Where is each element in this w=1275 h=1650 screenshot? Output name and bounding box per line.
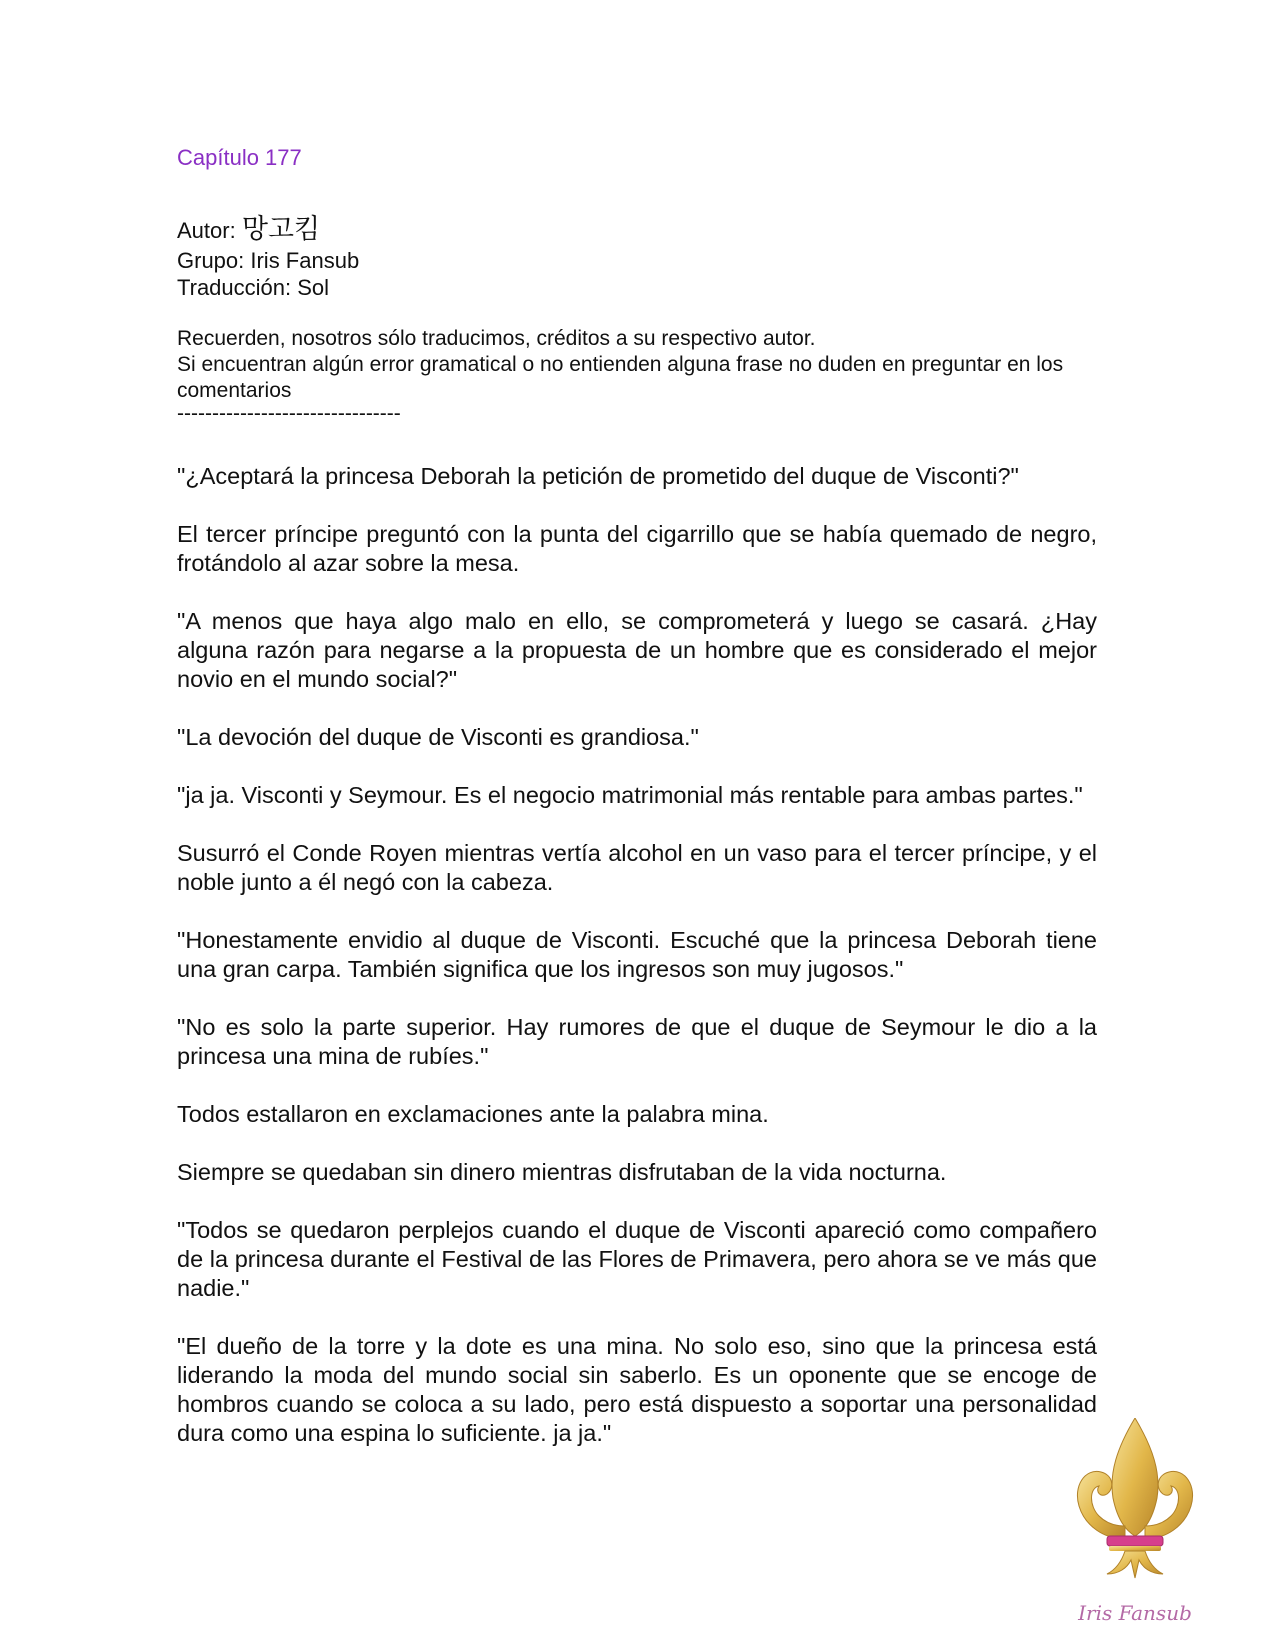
translator-notice [177, 326, 1077, 404]
paragraph: "No es solo la parte superior. Hay rumores de que el duque de Seymour le dio a la princesa una mina de rubíes." [177, 1014, 1097, 1069]
paragraph: "¿Aceptará la princesa Deborah la petición de prometido del duque de Visconti?" [177, 463, 1019, 489]
author-label: Autor: [177, 218, 242, 243]
paragraph: Susurró el Conde Royen mientras vertía alcohol en un vaso para el tercer príncipe, y el noble junto a él negó con la cabeza. [177, 840, 1097, 895]
chapter-body [177, 462, 1097, 1477]
paragraph: "Honestamente envidio al duque de Visconti. Escuché que la princesa Deborah tiene una gran carpa. También significa que los ingresos son muy jugosos." [177, 927, 1097, 982]
paragraph: "El dueño de la torre y la dote es una mina. No solo eso, sino que la princesa está liderando la moda del mundo social sin saberlo. Es un oponente que se encoge de hombros cuando se coloca a su lado, pero está dispuesto a soportar una personalidad dura como una espina lo suficiente. ja ja." [177, 1333, 1097, 1446]
paragraph: "ja ja. Visconti y Seymour. Es el negocio matrimonial más rentable para ambas partes." [177, 782, 1083, 808]
paragraph: "Todos se quedaron perplejos cuando el duque de Visconti apareció como compañero de la princesa durante el Festival de las Flores de Primavera, pero ahora se ve más que nadie." [177, 1217, 1097, 1301]
author-line [177, 207, 320, 246]
chapter-title: Capítulo 177 [177, 145, 302, 170]
paragraph: "La devoción del duque de Visconti es grandiosa." [177, 724, 699, 750]
author-name: 망고킴 [241, 214, 321, 245]
paragraph: Siempre se quedaban sin dinero mientras disfrutaban de la vida nocturna. [177, 1159, 947, 1185]
notice-line-2: Si encuentran algún error gramatical o no entienden alguna frase no duden en preguntar en los comentarios [177, 353, 1064, 402]
group-line: Grupo: Iris Fansub [177, 248, 360, 273]
divider-line: -------------------------------- [177, 402, 401, 425]
paragraph: El tercer príncipe preguntó con la punta del cigarrillo que se había quemado de negro, frotándolo al azar sobre la mesa. [177, 521, 1097, 576]
iris-fansub-logo [1055, 1418, 1215, 1633]
logo-caption: Iris Fansub [1078, 1601, 1192, 1625]
translation-line: Traducción: Sol [177, 275, 330, 300]
notice-line-1: Recuerden, nosotros sólo traducimos, créditos a su respectivo autor. [177, 327, 816, 350]
paragraph: Todos estallaron en exclamaciones ante la palabra mina. [177, 1101, 769, 1127]
paragraph: "A menos que haya algo malo en ello, se comprometerá y luego se casará. ¿Hay alguna razón para negarse a la propuesta de un hombre que es considerado el mejor novio en el mundo social?" [177, 608, 1097, 692]
